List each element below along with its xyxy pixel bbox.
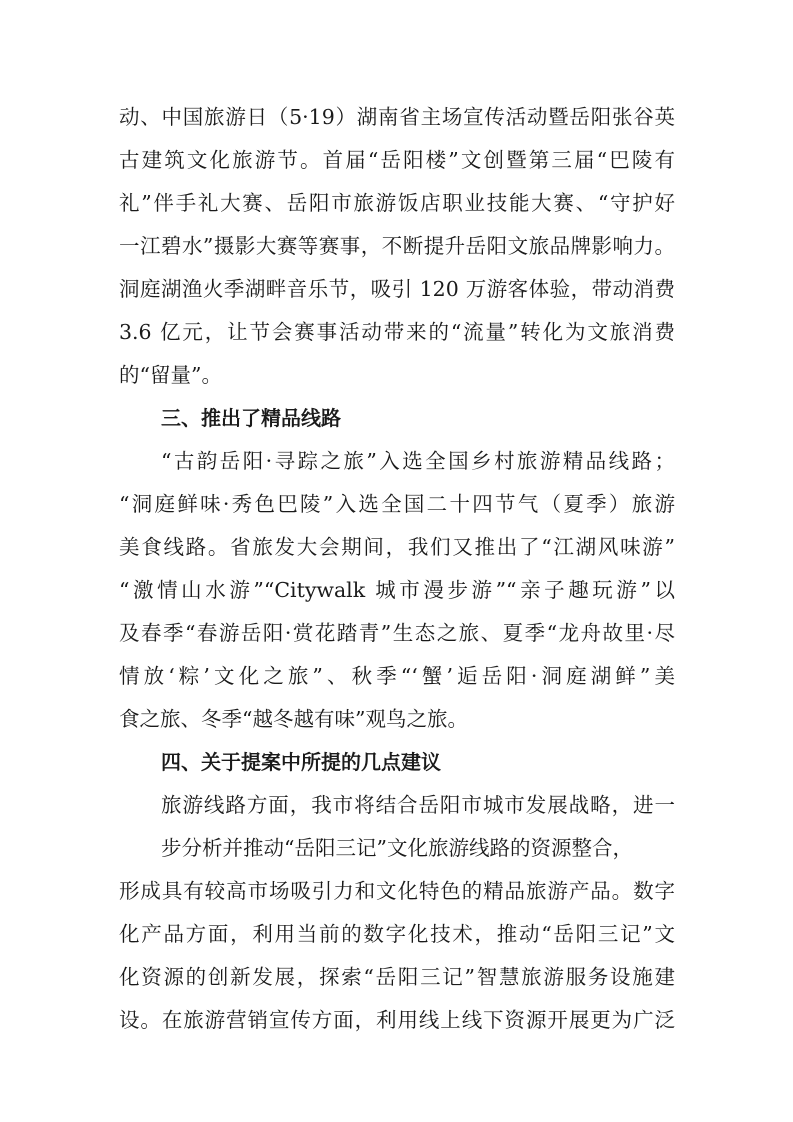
section-heading: 四、关于提案中所提的几点建议 — [161, 750, 441, 774]
paragraph-line: 化资源的创新发展，探索“岳阳三记”智慧旅游服务设施建 — [119, 965, 675, 989]
paragraph-line: 的“留量”。 — [119, 363, 222, 387]
paragraph-line: 设。在旅游营销宣传方面，利用线上线下资源开展更为广泛 — [119, 1008, 675, 1032]
paragraph-line: 旅游线路方面，我市将结合岳阳市城市发展战略，进一 — [161, 793, 675, 817]
paragraph-line: 古建筑文化旅游节。首届“岳阳楼”文创暨第三届“巴陵有 — [119, 148, 675, 172]
paragraph-line: 及春季“春游岳阳·赏花踏青”生态之旅、夏季“龙舟故里·尽 — [119, 621, 675, 645]
section-heading: 三、推出了精品线路 — [161, 406, 341, 430]
paragraph-line: 洞庭湖渔火季湖畔音乐节，吸引 120 万游客体验，带动消费 — [119, 277, 675, 301]
paragraph-line: 礼”伴手礼大赛、岳阳市旅游饭店职业技能大赛、“守护好 — [119, 191, 675, 215]
paragraph-line: 3.6 亿元，让节会赛事活动带来的“流量”转化为文旅消费 — [119, 320, 675, 344]
paragraph-line: 动、中国旅游日（5·19）湖南省主场宣传活动暨岳阳张谷英 — [119, 105, 675, 129]
paragraph-line: 情放‘粽’文化之旅”、秋季“‘蟹’逅岳阳·洞庭湖鲜”美 — [119, 664, 675, 688]
paragraph-line: “古韵岳阳·寻踪之旅”入选全国乡村旅游精品线路； — [161, 449, 675, 473]
paragraph-line: 食之旅、冬季“越冬越有味”观鸟之旅。 — [119, 707, 468, 731]
paragraph-line: 美食线路。省旅发大会期间，我们又推出了“江湖风味游” — [119, 535, 675, 559]
paragraph-line: 形成具有较高市场吸引力和文化特色的精品旅游产品。数字 — [119, 879, 675, 903]
paragraph-line: 一江碧水”摄影大赛等赛事，不断提升岳阳文旅品牌影响力。 — [119, 234, 675, 258]
paragraph-line: “激情山水游”“Citywalk 城市漫步游”“亲子趣玩游”以 — [119, 578, 675, 602]
paragraph-line: “洞庭鲜味·秀色巴陵”入选全国二十四节气（夏季）旅游 — [119, 492, 675, 516]
paragraph-line: 步分析并推动“岳阳三记”文化旅游线路的资源整合， — [161, 836, 633, 860]
paragraph-line: 化产品方面，利用当前的数字化技术，推动“岳阳三记”文 — [119, 922, 675, 946]
